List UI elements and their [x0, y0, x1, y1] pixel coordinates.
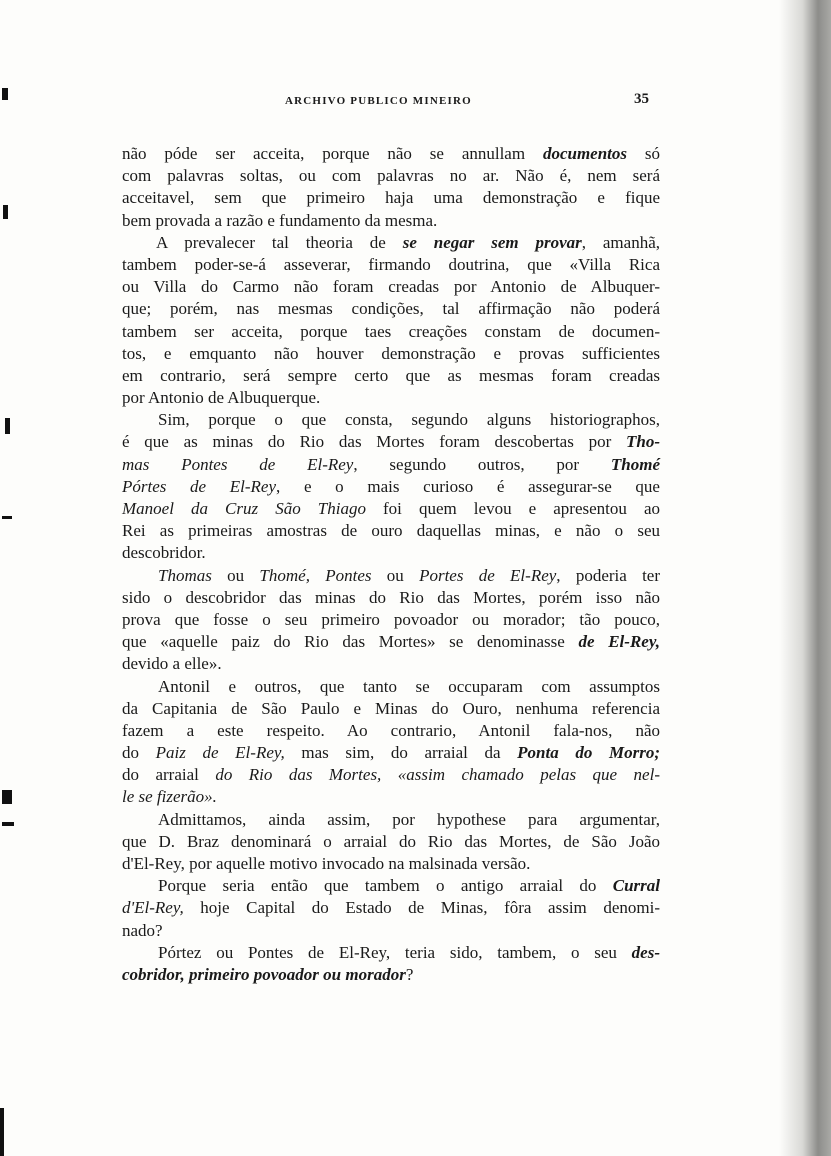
text-line: mas Pontes de El-Rey, segundo outros, por Thomé: [122, 454, 660, 474]
text-line: que; porém, nas mesmas condições, tal affirmação não poderá: [122, 299, 660, 319]
page-edge-shadow: [779, 0, 831, 1156]
text-line: sido o descobridor das minas do Rio das Mortes, porém isso não: [122, 587, 660, 607]
text-line: Pórtez ou Pontes de El-Rey, teria sido, tambem, o seu des-: [158, 942, 660, 962]
text-line: Admittamos, ainda assim, por hypothese para argumentar,: [158, 809, 660, 829]
margin-mark: [2, 822, 14, 826]
text-line: fazem a este respeito. Ao contrario, Antonil fala-nos, não: [122, 720, 660, 740]
text-line: não póde ser acceita, porque não se annullam documentos só: [122, 144, 660, 163]
paragraph: [122, 942, 660, 986]
text-line: le se fizerão».: [122, 787, 217, 807]
text-line: nado?: [122, 920, 163, 940]
paragraph: [122, 409, 660, 564]
text-line: Porque seria então que tambem o antigo arraial do Curral: [158, 876, 660, 896]
paragraph: [122, 143, 660, 232]
text-line: prova que fosse o seu primeiro povoador ou morador; tão pouco,: [122, 609, 660, 629]
margin-mark: [2, 88, 8, 100]
text-line: por Antonio de Albuquerque.: [122, 388, 321, 408]
running-head: ARCHIVO PUBLICO MINEIRO: [285, 95, 472, 107]
text-line: devido a elle».: [122, 654, 222, 674]
text-line: descobridor.: [122, 543, 206, 563]
text-line: d'El-Rey, por aquelle motivo invocado na malsinada versão.: [122, 854, 531, 873]
page-number: 35: [634, 91, 649, 107]
text-line: Manoel da Cruz São Thiago foi quem levou e apresentou ao: [122, 499, 660, 518]
text-line: acceitavel, sem que primeiro haja uma demonstração e fique: [122, 188, 660, 208]
text-line: tambem ser acceita, porque taes creações constam de documen-: [122, 321, 660, 341]
paragraph: [122, 875, 660, 942]
margin-mark: [2, 516, 12, 519]
paragraph: [122, 676, 660, 809]
text-line: Sim, porque o que consta, segundo alguns historiographos,: [158, 410, 660, 430]
text-line: ou Villa do Carmo não foram creadas por Antonio de Albuquer-: [122, 277, 660, 297]
text-line: Rei as primeiras amostras de ouro daquellas minas, e não o seu: [122, 521, 660, 541]
text-line: que «aquelle paiz do Rio das Mortes» se denominasse de El-Rey,: [122, 632, 660, 652]
paragraph: [122, 232, 660, 410]
text-line: do arraial do Rio das Mortes, «assim chamado pelas que nel-: [122, 765, 660, 785]
text-line: com palavras soltas, ou com palavras no ar. Não é, nem será: [122, 166, 660, 186]
margin-mark: [5, 418, 10, 434]
text-line: tos, e emquanto não houver demonstração e provas sufficientes: [122, 343, 660, 363]
text-line: Antonil e outros, que tanto se occuparam com assumptos: [158, 676, 660, 696]
text-line: em contrario, será sempre certo que as mesmas foram creadas: [122, 365, 660, 385]
margin-mark: [2, 790, 12, 804]
paragraph: [122, 565, 660, 676]
text-line: Thomas ou Thomé, Pontes ou Portes de El-Rey, poderia ter: [158, 565, 661, 585]
text-line: d'El-Rey, hoje Capital do Estado de Minas, fôra assim denomi-: [122, 898, 660, 918]
text-line: tambem poder-se-á asseverar, firmando doutrina, que «Villa Rica: [122, 254, 660, 274]
text-line: cobridor, primeiro povoador ou morador?: [122, 964, 414, 984]
text-line: do Paiz de El-Rey, mas sim, do arraial da Ponta do Morro;: [122, 743, 661, 763]
margin-mark: [3, 205, 8, 219]
text-line: bem provada a razão e fundamento da mesma.: [122, 210, 438, 230]
text-line: A prevalecer tal theoria de se negar sem provar, amanhã,: [156, 232, 660, 252]
margin-mark: [0, 1108, 4, 1156]
text-line: é que as minas do Rio das Mortes foram descobertas por Tho-: [122, 432, 660, 452]
text-line: que D. Braz denominará o arraial do Rio das Mortes, de São João: [122, 831, 660, 851]
text-line: Pórtes de El-Rey, e o mais curioso é assegurar-se que: [122, 476, 660, 496]
paragraph: [122, 809, 660, 876]
page-body: [122, 143, 660, 986]
page-header: [120, 91, 660, 115]
text-line: da Capitania de São Paulo e Minas do Ouro, nenhuma referencia: [122, 698, 660, 718]
